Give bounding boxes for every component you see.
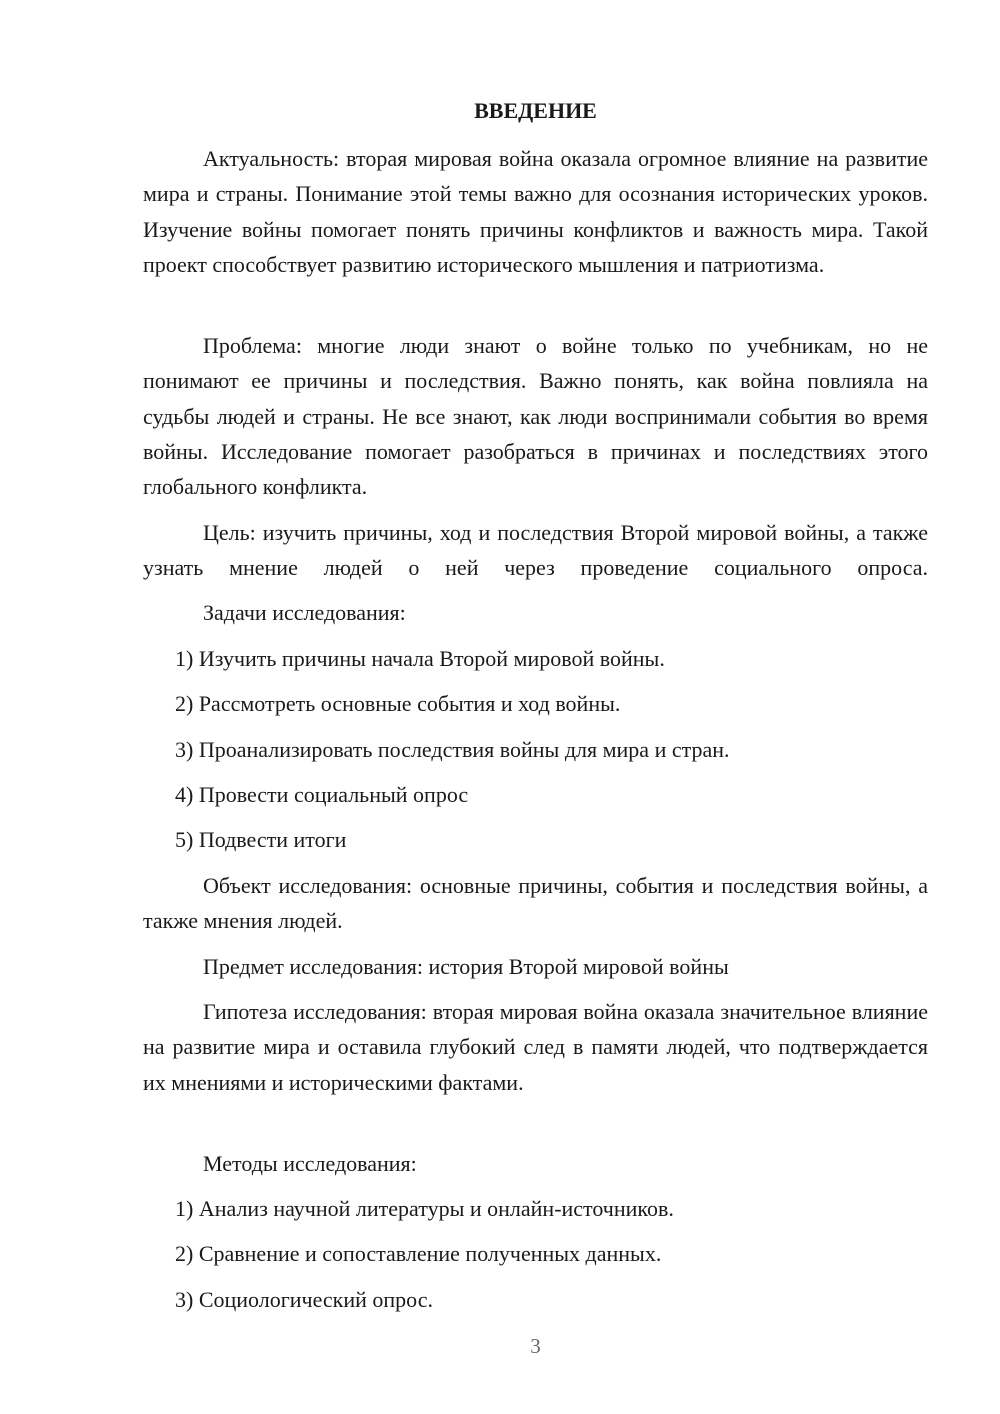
task-item: 2) Рассмотреть основные события и ход войны. xyxy=(175,691,621,716)
method-item: 2) Сравнение и сопоставление полученных данных. xyxy=(175,1241,662,1266)
task-item: 1) Изучить причины начала Второй мировой войны. xyxy=(175,646,665,671)
problem-paragraph: Проблема: многие люди знают о войне только по учебникам, но не понимают ее причины и последствия. Важно понять, как война повлияла на судьбы людей и страны. Не все знают, как люди воспринимали события во время войны. Исследование помогает разобраться в причинах и последствиях этого глобального конфликта. xyxy=(143,333,928,500)
tasks-heading: Задачи исследования: xyxy=(203,600,406,625)
task-item: 4) Провести социальный опрос xyxy=(175,782,469,807)
relevance-paragraph: Актуальность: вторая мировая война оказала огромное влияние на развитие мира и страны. Понимание этой темы важно для осознания исторических уроков. Изучение войны помогает понять причины конфликтов и важность мира. Такой проект способствует развитию исторического мышления и патриотизма. xyxy=(143,146,928,277)
methods-heading: Методы исследования: xyxy=(203,1151,417,1176)
subject-paragraph: Предмет исследования: история Второй мировой войны xyxy=(203,954,729,979)
page-title: ВВЕДЕНИЕ xyxy=(474,98,597,123)
goal-paragraph: Цель: изучить причины, ход и последствия Второй мировой войны, а также узнать мнение людей о ней через проведение социального опроса. xyxy=(143,520,928,581)
object-paragraph: Объект исследования: основные причины, события и последствия войны, а также мнения людей. xyxy=(143,873,928,934)
hypothesis-paragraph: Гипотеза исследования: вторая мировая война оказала значительное влияние на развитие мира и оставила глубокий след в памяти людей, что подтверждается их мнениями и историческими фактами. xyxy=(143,999,928,1095)
method-item: 1) Анализ научной литературы и онлайн-источников. xyxy=(175,1196,674,1221)
task-item: 3) Проанализировать последствия войны для мира и стран. xyxy=(175,737,730,762)
task-item: 5) Подвести итоги xyxy=(175,827,347,852)
page-number: 3 xyxy=(530,1334,541,1358)
document-page xyxy=(143,0,928,1414)
method-item: 3) Социологический опрос. xyxy=(175,1287,433,1312)
